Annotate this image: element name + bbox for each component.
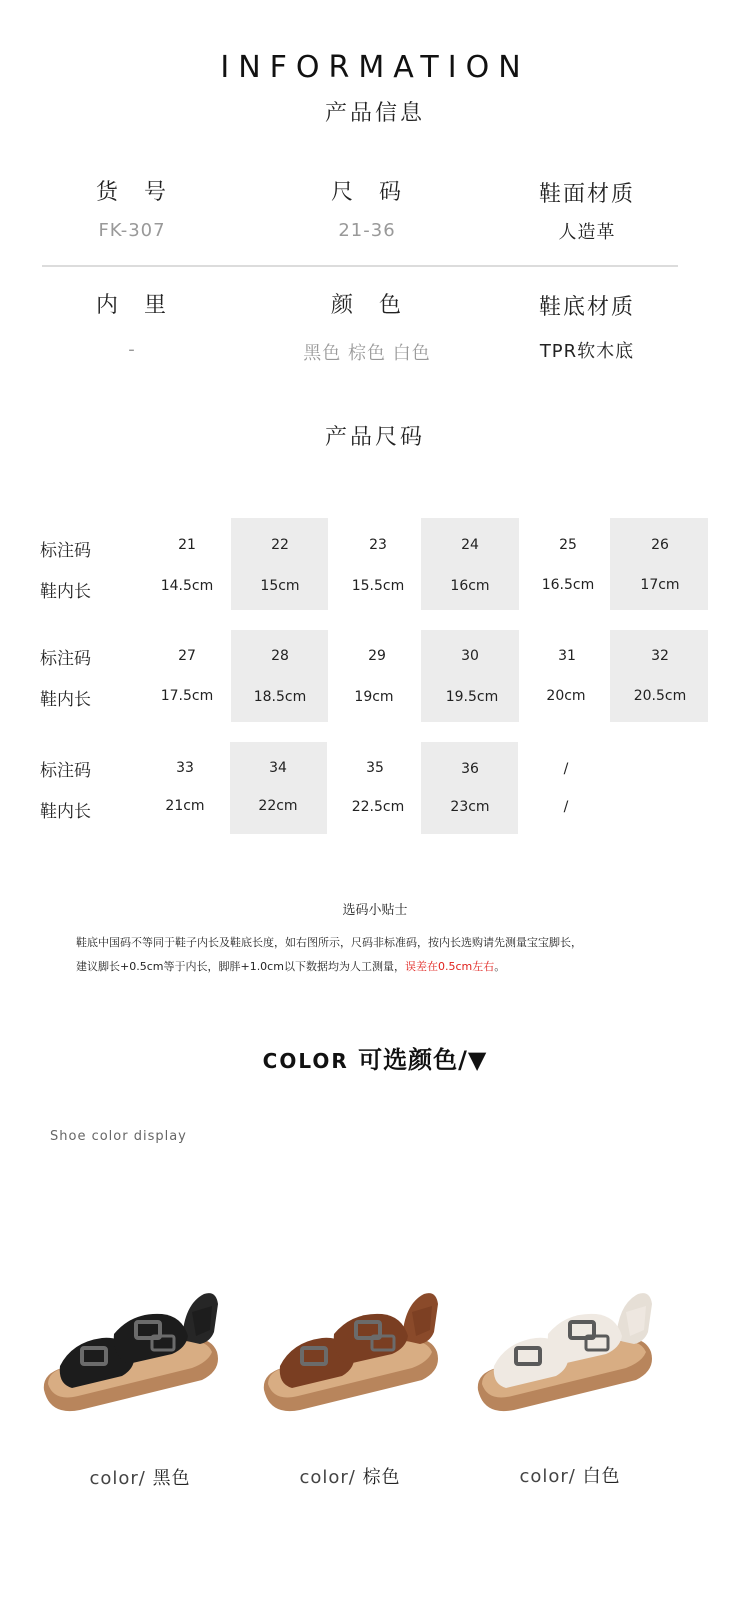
size-row-label-length: 鞋内长 [40,582,91,602]
shoe-image-black [32,1282,232,1432]
color-heading-cn: 可选颜色/ [358,1046,468,1074]
size-length: 17.5cm [160,688,214,704]
size-cell-shade [231,518,328,610]
size-length: 18.5cm [253,689,307,705]
caption-prefix: color/ [299,1467,356,1488]
size-length: 21cm [165,798,205,814]
size-length: 22.5cm [351,799,405,815]
size-code: 28 [271,648,289,664]
info-value: 人造革 [558,222,616,243]
info-item-lining [37,288,227,360]
tips-line-2 [76,958,716,974]
info-value: FK-307 [98,220,166,241]
size-code: / [563,761,569,777]
size-cell-shade [421,630,519,722]
size-code: 31 [558,648,576,664]
size-cell-shade [230,742,327,834]
size-code: 27 [178,648,196,664]
caption-color-name: 白色 [582,1466,621,1487]
info-label: 货 号 [95,180,168,205]
size-code: 26 [651,537,669,553]
color-caption-black [40,1464,240,1490]
size-code: 34 [269,760,287,776]
size-length: 22cm [258,798,298,814]
size-row-label-length: 鞋内长 [40,690,91,710]
info-label: 内 里 [95,293,168,318]
size-code: 35 [366,760,384,776]
info-value: - [128,339,136,360]
size-length: 16cm [450,578,490,594]
size-code: 32 [651,648,669,664]
caption-prefix: color/ [519,1466,576,1487]
size-code: 22 [271,537,289,553]
size-length: 19cm [354,689,394,705]
caption-prefix: color/ [89,1468,146,1489]
shoe-display-label: Shoe color display [50,1129,187,1144]
header-title-en: INFORMATION [220,50,530,85]
info-item-size [272,175,462,241]
shoe-image-brown [252,1282,452,1432]
info-label: 尺 码 [330,180,403,205]
info-item-code [37,175,227,241]
size-row-label-code: 标注码 [40,541,91,561]
size-cell-shade [421,742,518,834]
size-code: 33 [176,760,194,776]
tips-title: 选码小贴士 [342,903,408,918]
info-value: TPR软木底 [539,341,635,362]
color-heading [0,1040,750,1075]
caption-color-name: 黑色 [152,1468,191,1489]
size-length: 14.5cm [160,578,214,594]
info-divider [42,265,678,267]
header-title-cn: 产品信息 [324,101,425,126]
info-value: 21-36 [338,220,396,241]
tips-line-2-end: 。 [494,960,506,973]
size-row-label-length: 鞋内长 [40,802,91,822]
size-code: 36 [461,761,479,777]
size-length: 19.5cm [445,689,499,705]
size-code: 21 [178,537,196,553]
size-length: / [563,799,569,815]
info-label: 颜 色 [330,293,403,318]
size-row-label-code: 标注码 [40,761,91,781]
size-code: 30 [461,648,479,664]
size-code: 23 [369,537,387,553]
size-cell-shade [421,518,519,610]
size-length: 15.5cm [351,578,405,594]
down-triangle-icon: ▼ [467,1046,488,1074]
size-length: 20.5cm [633,688,687,704]
tips-line-2-text: 建议脚长+0.5cm等于内长，脚胖+1.0cm以下数据均为人工测量， [76,960,405,973]
size-cell-shade [610,518,708,610]
tips-line-1: 鞋底中国码不等同于鞋子内长及鞋底长度，如右图所示，尺码非标准码，按内长选购请先测量宝宝脚长， [76,936,582,949]
color-caption-white [470,1462,670,1488]
size-length: 16.5cm [541,577,595,593]
size-code: 25 [559,537,577,553]
size-cell-shade [231,630,328,722]
info-item-sole-material [492,290,682,363]
info-item-upper-material [492,177,682,244]
size-cell-shade [610,630,708,722]
color-heading-en: COLOR [262,1049,349,1073]
caption-color-name: 棕色 [362,1467,401,1488]
size-length: 23cm [450,799,490,815]
info-value: 黑色 棕色 白色 [303,343,431,364]
shoe-image-white [466,1282,666,1432]
size-code: 24 [461,537,479,553]
size-length: 17cm [640,577,680,593]
size-length: 15cm [260,578,300,594]
size-length: 20cm [546,688,586,704]
color-caption-brown [250,1463,450,1489]
info-label: 鞋底材质 [538,295,635,320]
size-code: 29 [368,648,386,664]
size-section-title: 产品尺码 [324,425,425,450]
size-row-label-code: 标注码 [40,649,91,669]
info-item-color [272,288,462,365]
info-label: 鞋面材质 [538,182,635,207]
tips-error-note: 误差在0.5cm左右 [404,960,495,973]
